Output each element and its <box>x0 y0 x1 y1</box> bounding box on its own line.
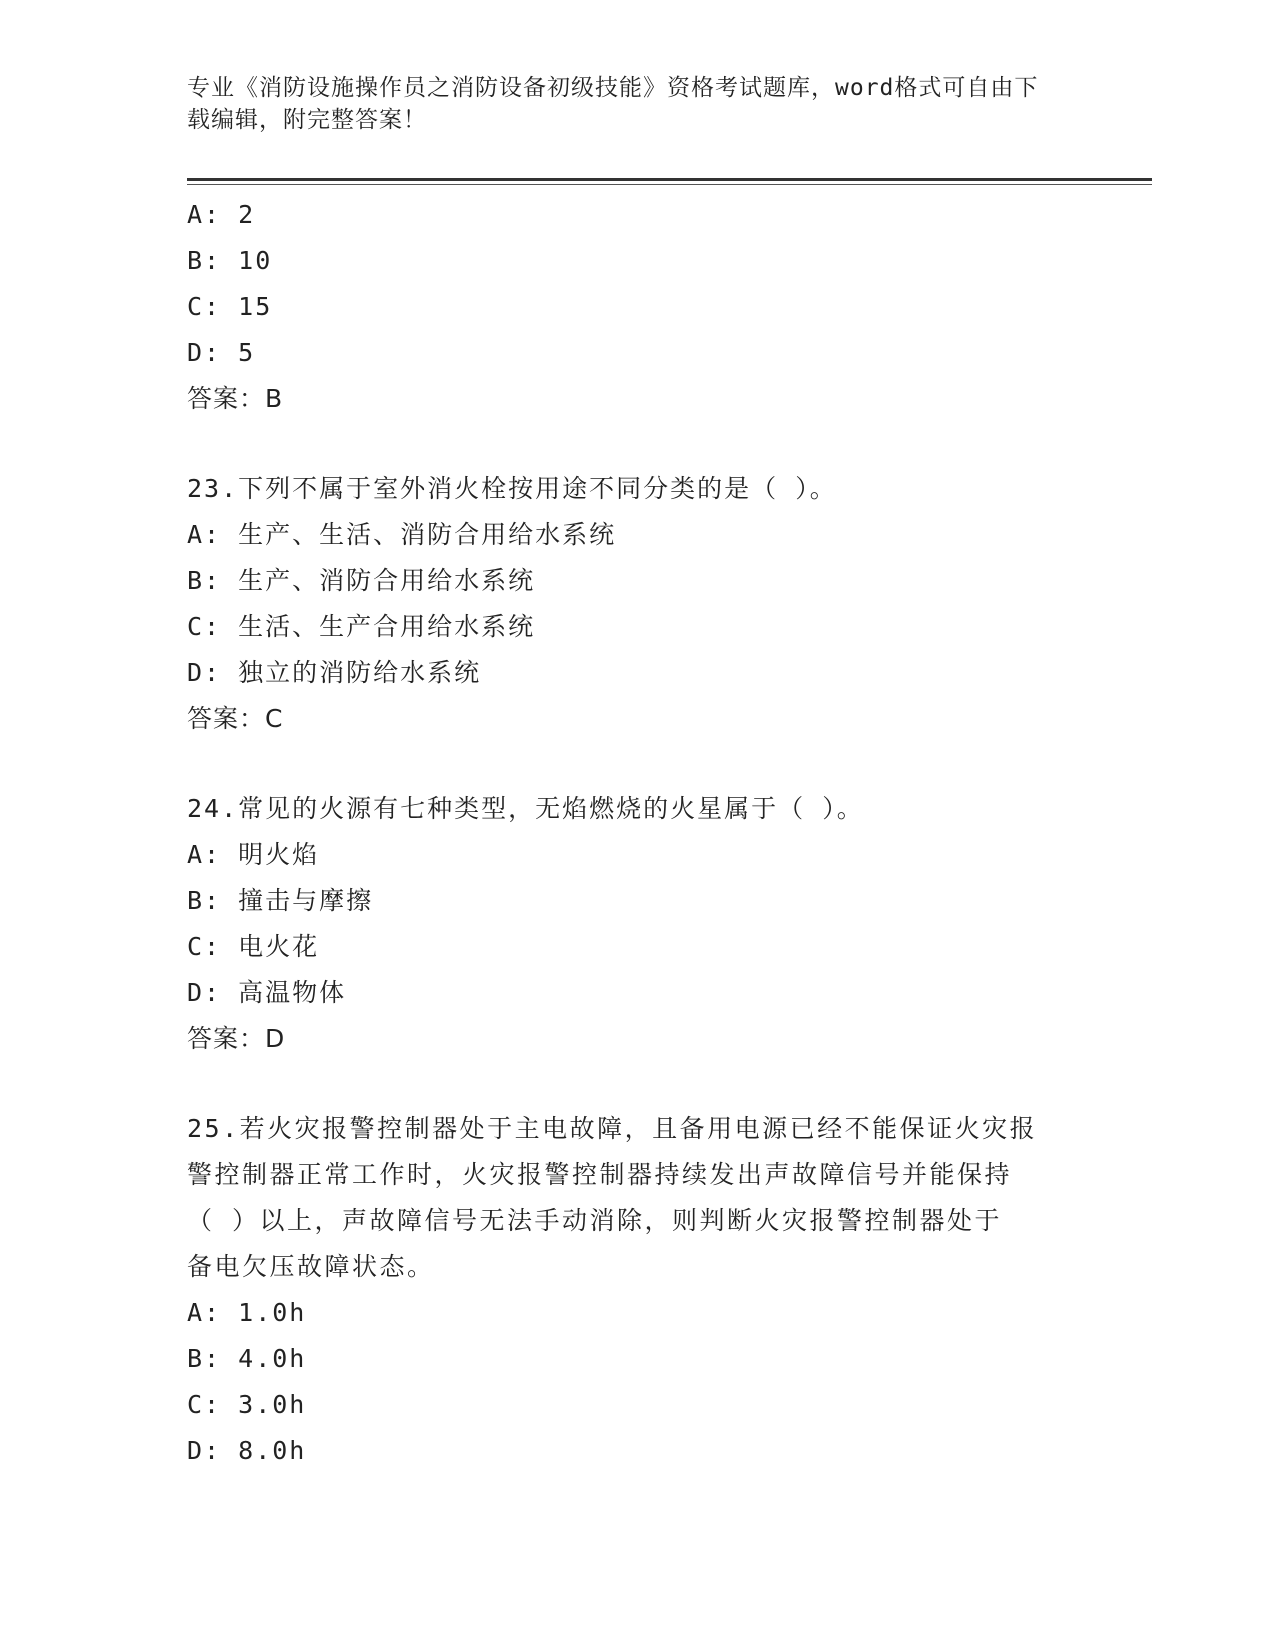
q22-option-a: A: 2 <box>187 200 256 229</box>
question-23 <box>187 466 1107 742</box>
spacer <box>187 1062 1107 1106</box>
q23-option-b: B: 生产、消防合用给水系统 <box>187 566 536 595</box>
spacer <box>187 742 1107 786</box>
q23-answer: 答案：C <box>187 704 284 733</box>
q24-option-b: B: 撞击与摩擦 <box>187 886 374 915</box>
q24-option-a: A: 明火焰 <box>187 840 320 869</box>
q24-option-c: C: 电火花 <box>187 932 320 961</box>
q24-answer: 答案：D <box>187 1024 286 1053</box>
q25-stem-line-3: （ ）以上，声故障信号无法手动消除，则判断火灾报警控制器处于 <box>187 1206 1003 1235</box>
header-line-1: 专业《消防设施操作员之消防设备初级技能》资格考试题库，word格式可自由下 <box>187 75 1039 101</box>
document-header <box>187 72 1087 136</box>
q23-option-a: A: 生产、生活、消防合用给水系统 <box>187 520 617 549</box>
question-24 <box>187 786 1107 1062</box>
q25-stem-line-2: 警控制器正常工作时，火灾报警控制器持续发出声故障信号并能保持 <box>187 1160 1013 1189</box>
question-list <box>187 192 1107 1474</box>
q25-stem <box>187 1106 1107 1290</box>
q22-answer: 答案：B <box>187 384 284 413</box>
q24-option-d: D: 高温物体 <box>187 978 347 1007</box>
q23-option-c: C: 生活、生产合用给水系统 <box>187 612 536 641</box>
header-divider-thick <box>187 178 1152 181</box>
question-25 <box>187 1106 1107 1474</box>
spacer <box>187 422 1107 466</box>
question-22 <box>187 192 1107 422</box>
q25-option-c: C: 3.0h <box>187 1390 307 1419</box>
q25-option-b: B: 4.0h <box>187 1344 307 1373</box>
q24-stem: 24.常见的火源有七种类型，无焰燃烧的火星属于（ ）。 <box>187 794 864 823</box>
q23-stem: 23.下列不属于室外消火栓按用途不同分类的是（ ）。 <box>187 474 837 503</box>
q25-stem-line-1: 25.若火灾报警控制器处于主电故障，且备用电源已经不能保证火灾报 <box>187 1114 1038 1143</box>
header-divider-thin <box>187 184 1152 185</box>
q22-option-c: C: 15 <box>187 292 273 321</box>
q22-option-b: B: 10 <box>187 246 273 275</box>
q25-option-a: A: 1.0h <box>187 1298 307 1327</box>
q25-stem-line-4: 备电欠压故障状态。 <box>187 1252 435 1281</box>
header-line-2: 载编辑，附完整答案！ <box>187 107 427 133</box>
q25-option-d: D: 8.0h <box>187 1436 307 1465</box>
q22-option-d: D: 5 <box>187 338 256 367</box>
q23-option-d: D: 独立的消防给水系统 <box>187 658 482 687</box>
